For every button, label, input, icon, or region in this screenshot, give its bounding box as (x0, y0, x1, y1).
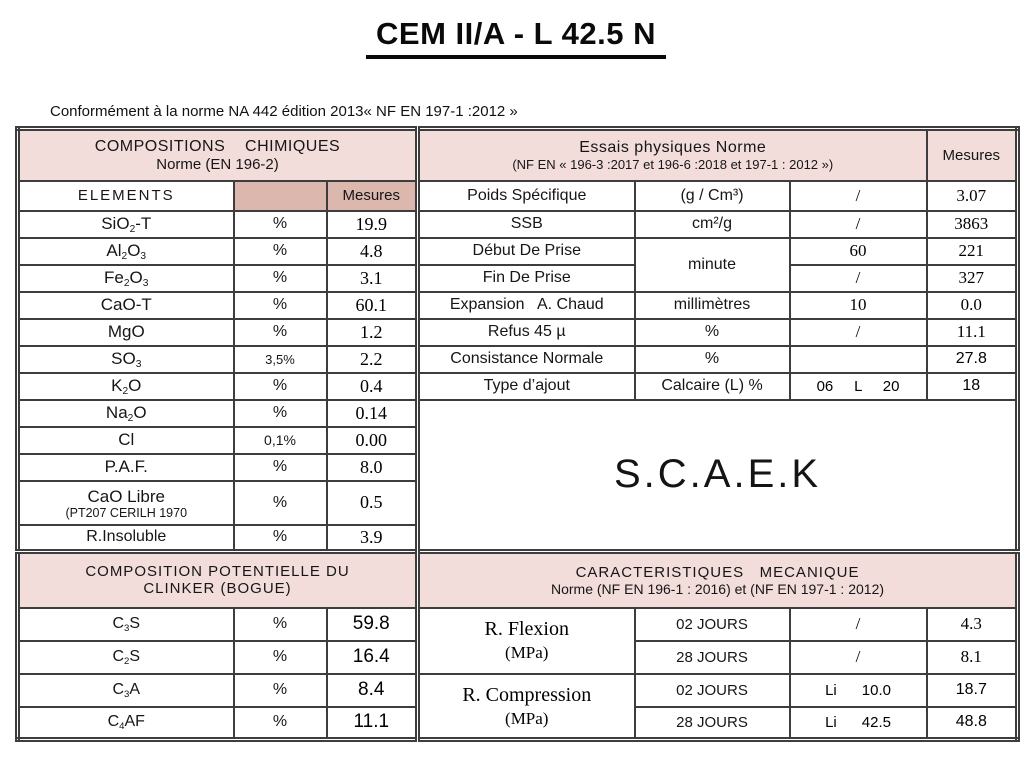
mech-value-cell: 8.1 (927, 641, 1018, 674)
phys-unit-cell: % (635, 319, 790, 346)
phys-label-cell: Refus 45 µ (418, 319, 635, 346)
chem-value-cell: 19.9 (327, 211, 418, 238)
quality-table (15, 126, 1020, 742)
clinker-header-line1: COMPOSITION POTENTIELLE DU (85, 563, 350, 581)
phys-section-header (418, 129, 927, 181)
phys-value-cell: 3863 (927, 211, 1018, 238)
table-row (18, 319, 1018, 346)
chem-unit-cell: % (234, 238, 327, 265)
chem-value-cell: 0.00 (327, 427, 418, 454)
table-row (18, 292, 1018, 319)
phys-norme-cell: / (790, 319, 927, 346)
clinker-value-cell: 11.1 (327, 707, 418, 740)
clinker-label-cell: C4AF (18, 707, 234, 740)
phys-label-cell: Fin De Prise (418, 265, 635, 292)
mech-norme-cell: / (790, 641, 927, 674)
phys-norme-cell: 10 (790, 292, 927, 319)
clinker-label-cell: C3A (18, 674, 234, 707)
chem-mesures-header: Mesures (327, 181, 418, 211)
mech-age-cell: 02 JOURS (635, 608, 790, 641)
phys-label-cell: Consistance Normale (418, 346, 635, 373)
phys-unit-cell: millimètres (635, 292, 790, 319)
chem-label-cell: Fe2O3 (18, 265, 234, 292)
chem-unit-cell: % (234, 319, 327, 346)
chem-label-cell: Al2O3 (18, 238, 234, 265)
phys-value-cell: 3.07 (927, 181, 1018, 211)
page-title: CEM II/A - L 42.5 N (366, 16, 666, 59)
phys-value-cell: 327 (927, 265, 1018, 292)
mech-age-cell: 28 JOURS (635, 641, 790, 674)
chem-value-cell: 3.1 (327, 265, 418, 292)
phys-norme-cell: 06 L 20 (790, 373, 927, 400)
clinker-value-cell: 59.8 (327, 608, 418, 641)
table-row (18, 346, 1018, 373)
chem-value-cell: 8.0 (327, 454, 418, 481)
phys-unit-merged-cell: minute (635, 238, 790, 292)
chem-label-cell: SiO2-T (18, 211, 234, 238)
mech-label-line1: R. Flexion (484, 618, 569, 641)
chem-label-cell: Na2O (18, 400, 234, 427)
table-row (18, 400, 1018, 427)
elements-header-cell: ELEMENTS (18, 181, 234, 211)
phys-norme-cell (790, 346, 927, 373)
clinker-label-cell: C2S (18, 641, 234, 674)
chem-unit-cell: % (234, 265, 327, 292)
mech-section-header (418, 552, 1018, 608)
mech-norme-cell: / (790, 608, 927, 641)
clinker-section-header (18, 552, 418, 608)
clinker-label-cell: C3S (18, 608, 234, 641)
mech-group-label (418, 608, 635, 674)
quality-table-wrap (15, 126, 1020, 742)
chem-header-line1: COMPOSITIONS CHIMIQUES (94, 137, 341, 155)
chem-unit-cell: % (234, 481, 327, 525)
chem-label-cell: MgO (18, 319, 234, 346)
chem-value-cell: 1.2 (327, 319, 418, 346)
table-row (18, 129, 1018, 181)
phys-norme-cell: / (790, 265, 927, 292)
chem-unit-cell: % (234, 373, 327, 400)
table-row (18, 674, 1018, 707)
mech-norme-cell: Li 10.0 (790, 674, 927, 707)
chem-unit-cell: 0,1% (234, 427, 327, 454)
norm-subtitle: Conformément à la norme NA 442 édition 2013« NF EN 197-1 :2012 » (50, 103, 518, 120)
phys-header-line1: Essais physiques Norme (579, 138, 767, 156)
mech-age-cell: 28 JOURS (635, 707, 790, 740)
phys-unit-cell: Calcaire (L) % (635, 373, 790, 400)
phys-value-cell: 0.0 (927, 292, 1018, 319)
phys-label-cell: Début De Prise (418, 238, 635, 265)
chem-value-cell: 60.1 (327, 292, 418, 319)
chem-value-cell: 0.5 (327, 481, 418, 525)
phys-label-cell: SSB (418, 211, 635, 238)
chem-label-cell: Cl (18, 427, 234, 454)
chem-label-cell: R.Insoluble (18, 525, 234, 552)
clinker-unit-cell: % (234, 674, 327, 707)
phys-value-cell: 11.1 (927, 319, 1018, 346)
clinker-unit-cell: % (234, 608, 327, 641)
chem-value-cell: 4.8 (327, 238, 418, 265)
chem-unit-cell: % (234, 292, 327, 319)
chem-unit-cell: 3,5% (234, 346, 327, 373)
mech-group-label (418, 674, 635, 740)
table-row (18, 211, 1018, 238)
chem-value-cell: 2.2 (327, 346, 418, 373)
chem-value-cell: 0.4 (327, 373, 418, 400)
phys-unit-cell: (g / Cm³) (635, 181, 790, 211)
phys-norme-cell: 60 (790, 238, 927, 265)
table-row (18, 608, 1018, 641)
phys-label-cell: Expansion A. Chaud (418, 292, 635, 319)
phys-unit-cell: % (635, 346, 790, 373)
chem-empty-header-cell (234, 181, 327, 211)
chem-unit-cell: % (234, 525, 327, 552)
clinker-unit-cell: % (234, 707, 327, 740)
clinker-value-cell: 8.4 (327, 674, 418, 707)
phys-norme-cell: / (790, 211, 927, 238)
table-row (18, 265, 1018, 292)
phys-mesures-header: Mesures (927, 129, 1018, 181)
phys-value-cell: 18 (927, 373, 1018, 400)
chem-label-main: CaO Libre (87, 487, 165, 507)
phys-label-cell: Poids Spécifique (418, 181, 635, 211)
table-row (18, 552, 1018, 608)
chem-header-line2: Norme (EN 196-2) (156, 155, 279, 173)
chem-value-cell: 0.14 (327, 400, 418, 427)
phys-norme-cell: / (790, 181, 927, 211)
mech-header-line1: CARACTERISTIQUES MECANIQUE (575, 563, 860, 581)
table-row (18, 373, 1018, 400)
mech-value-cell: 4.3 (927, 608, 1018, 641)
phys-unit-cell: cm²/g (635, 211, 790, 238)
chem-label-cell: CaO-T (18, 292, 234, 319)
mech-age-cell: 02 JOURS (635, 674, 790, 707)
chem-label-cell: P.A.F. (18, 454, 234, 481)
phys-value-cell: 221 (927, 238, 1018, 265)
phys-header-line2: (NF EN « 196-3 :2017 et 196-6 :2018 et 197-1 : 2012 ») (512, 156, 834, 172)
chem-label-cell (18, 481, 234, 525)
clinker-header-line2: CLINKER (BOGUE) (143, 580, 292, 598)
phys-value-cell: 27.8 (927, 346, 1018, 373)
mech-value-cell: 18.7 (927, 674, 1018, 707)
clinker-unit-cell: % (234, 641, 327, 674)
mech-label-line2: (MPa) (505, 708, 549, 728)
mech-norme-cell: Li 42.5 (790, 707, 927, 740)
mech-label-line2: (MPa) (505, 643, 549, 663)
mech-value-cell: 48.8 (927, 707, 1018, 740)
chem-label-cell: K2O (18, 373, 234, 400)
chem-label-cell: SO3 (18, 346, 234, 373)
mech-label-line1: R. Compression (462, 683, 592, 706)
chem-section-header (18, 129, 418, 181)
brand-watermark: S.C.A.E.K (418, 400, 1018, 552)
table-row (18, 181, 1018, 211)
chem-unit-cell: % (234, 400, 327, 427)
chem-unit-cell: % (234, 454, 327, 481)
table-row (18, 238, 1018, 265)
chem-unit-cell: % (234, 211, 327, 238)
phys-label-cell: Type d’ajout (418, 373, 635, 400)
mech-header-line2: Norme (NF EN 196-1 : 2016) et (NF EN 197-1 : 2012) (551, 580, 885, 597)
clinker-value-cell: 16.4 (327, 641, 418, 674)
page-title-wrap (0, 16, 1032, 59)
chem-value-cell: 3.9 (327, 525, 418, 552)
chem-label-note: (PT207 CERILH 1970 (65, 505, 188, 520)
